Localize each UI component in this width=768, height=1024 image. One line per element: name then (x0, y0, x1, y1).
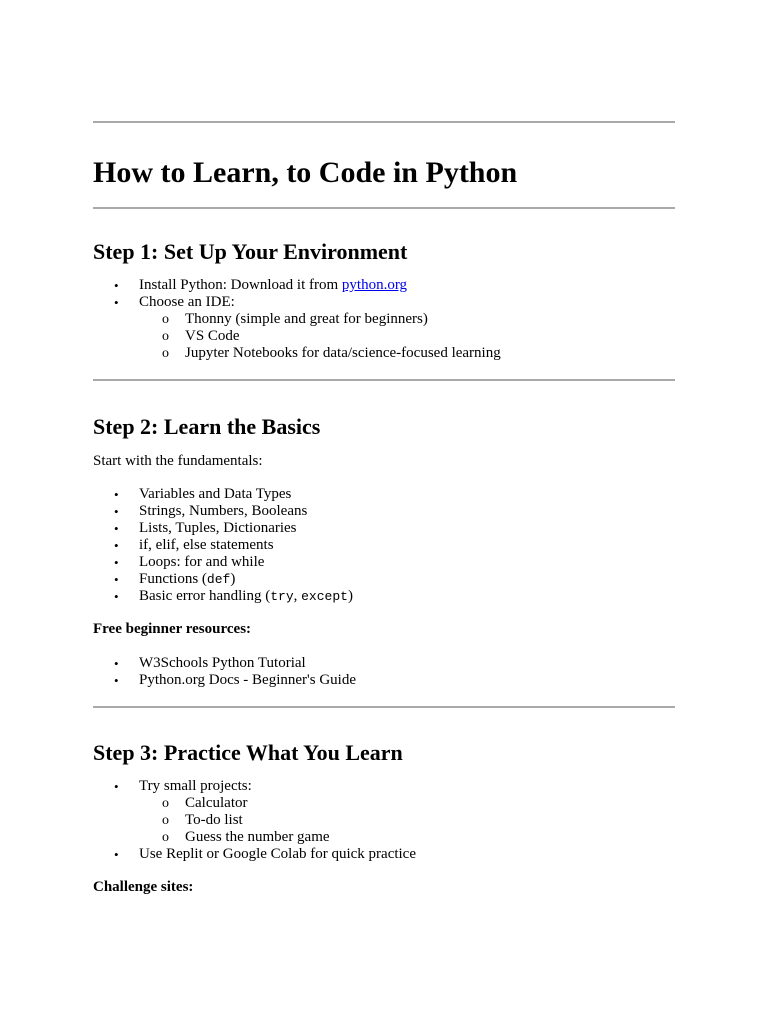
basics-item: Lists, Tuples, Dictionaries (139, 520, 297, 536)
list-item (93, 846, 675, 863)
errors-suffix: ) (347, 588, 353, 604)
bullet-icon: • (114, 673, 119, 688)
basics-item: if, elif, else statements (139, 537, 274, 553)
basics-item: Variables and Data Types (139, 486, 292, 502)
list-item (93, 554, 675, 571)
errors-sep: , (293, 588, 302, 604)
step2-intro: Start with the fundamentals: (93, 453, 263, 469)
project-item: To-do list (185, 812, 243, 828)
list-item (93, 277, 675, 294)
list-item (93, 778, 675, 846)
challenge-label (93, 879, 675, 896)
list-item (139, 345, 675, 362)
resource-item: W3Schools Python Tutorial (139, 655, 306, 671)
list-item (139, 311, 675, 328)
list-item (93, 537, 675, 554)
resources-label (93, 621, 675, 638)
bullet-icon: • (114, 278, 119, 293)
code-try: try (270, 589, 294, 604)
ide-label: Choose an IDE: (139, 294, 235, 310)
bullet-icon: • (114, 572, 119, 587)
basics-item: Strings, Numbers, Booleans (139, 503, 308, 519)
divider (93, 121, 675, 123)
resources-label-text: Free beginner resources: (93, 621, 252, 637)
list-item (93, 571, 675, 588)
bullet-icon: • (114, 779, 119, 794)
step1-list (93, 277, 675, 362)
functions-suffix: ) (230, 571, 236, 587)
divider (93, 379, 675, 381)
bullet-icon: • (114, 521, 119, 536)
list-item (139, 829, 675, 846)
list-item (139, 328, 675, 345)
divider (93, 207, 675, 209)
list-item (93, 672, 675, 689)
step2-heading: Step 2: Learn the Basics (93, 414, 321, 439)
sub-bullet-icon: o (162, 329, 169, 344)
list-item (93, 655, 675, 672)
basics-list (93, 486, 675, 605)
bullet-icon: • (114, 847, 119, 862)
list-item (139, 795, 675, 812)
step3-heading: Step 3: Practice What You Learn (93, 740, 403, 765)
bullet-icon: • (114, 555, 119, 570)
ide-item: VS Code (185, 328, 240, 344)
list-item (93, 294, 675, 362)
bullet-icon: • (114, 487, 119, 502)
challenge-label-text: Challenge sites: (93, 879, 194, 895)
list-item (93, 588, 675, 605)
resources-list (93, 655, 675, 689)
resource-item: Python.org Docs - Beginner's Guide (139, 672, 356, 688)
ide-item: Thonny (simple and great for beginners) (185, 311, 428, 327)
bullet-icon: • (114, 656, 119, 671)
code-except: except (301, 589, 348, 604)
list-item (139, 812, 675, 829)
bullet-icon: • (114, 295, 119, 310)
python-org-link[interactable]: python.org (341, 277, 408, 293)
bullet-icon: • (114, 589, 119, 604)
bullet-icon: • (114, 538, 119, 553)
sub-bullet-icon: o (162, 813, 169, 828)
code-def: def (206, 572, 231, 587)
install-text: Install Python: Download it from (139, 277, 342, 293)
page-title: How to Learn, to Code in Python (93, 156, 518, 189)
sub-bullet-icon: o (162, 830, 169, 845)
step3-list (93, 778, 675, 863)
document-page (93, 121, 675, 896)
bullet-icon: • (114, 504, 119, 519)
sub-bullet-icon: o (162, 346, 169, 361)
divider (93, 706, 675, 708)
projects-label: Try small projects: (139, 778, 252, 794)
functions-text: Functions ( (139, 571, 207, 587)
ide-item: Jupyter Notebooks for data/science-focused learning (185, 345, 501, 361)
project-item: Guess the number game (185, 829, 330, 845)
list-item (93, 520, 675, 537)
sub-bullet-icon: o (162, 796, 169, 811)
ide-sublist (139, 311, 675, 362)
basics-item: Loops: for and while (139, 554, 265, 570)
errors-text: Basic error handling ( (139, 588, 271, 604)
project-item: Calculator (185, 795, 248, 811)
sub-bullet-icon: o (162, 312, 169, 327)
step1-heading: Step 1: Set Up Your Environment (93, 239, 408, 264)
replit-text: Use Replit or Google Colab for quick practice (139, 846, 417, 862)
list-item (93, 486, 675, 503)
projects-sublist (139, 795, 675, 846)
list-item (93, 503, 675, 520)
